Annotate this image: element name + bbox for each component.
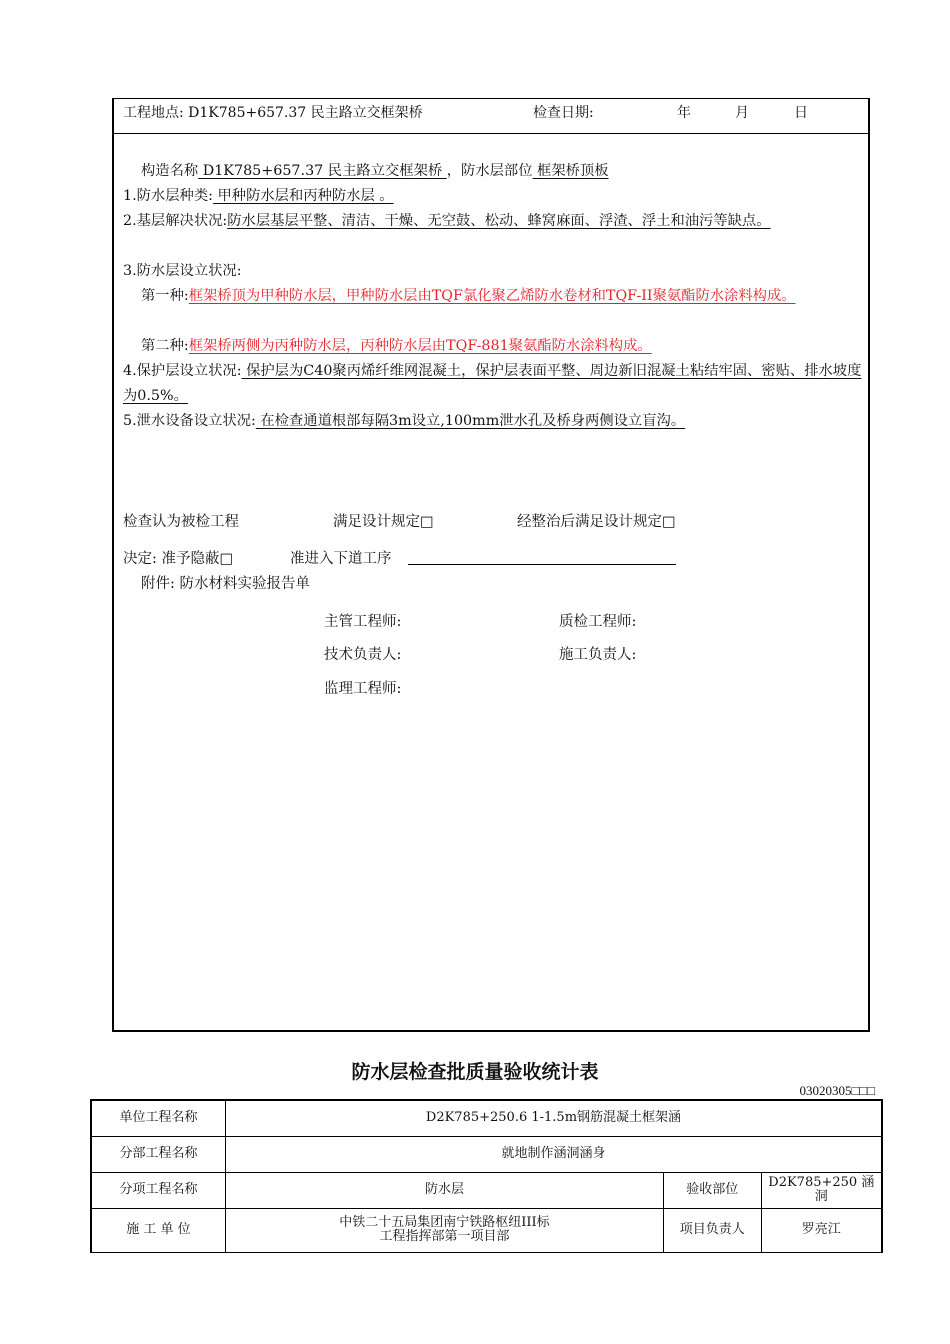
next-step-line[interactable] — [408, 564, 676, 565]
attachment: 附件: 防水材料实验报告单 — [141, 576, 310, 592]
check-option-after-fix[interactable]: 经整治后满足设计规定□ — [517, 514, 676, 530]
item2-value: 防水层基层平整、清洁、干燥、无空鼓、松动、蜂窝麻面、浮渣、浮土和油污等缺点。 — [227, 213, 771, 229]
row-value-construction-unit: 中铁二十五局集团南宁铁路枢纽III标工程指挥部第一项目部 — [225, 1208, 663, 1252]
second-kind-value: 框架桥两侧为丙种防水层，丙种防水层由TQF-881聚氨酯防水涂料构成。 — [188, 338, 652, 354]
item5-label: 5.泄水设备设立状况: — [123, 413, 256, 429]
row-label-subitem: 分项工程名称 — [91, 1172, 225, 1208]
form-code: 03020305□□□ — [799, 1083, 875, 1098]
item1-label: 1.防水层种类: — [123, 188, 213, 204]
first-kind-value: 框架桥顶为甲种防水层，甲种防水层由TQF氯化聚乙烯防水卷材和TQF-II聚氨酯防水涂料构成。 — [188, 288, 796, 304]
signature-construction-lead: 施工负责人: — [559, 647, 637, 663]
date-day: 日 — [794, 105, 808, 121]
first-kind — [123, 284, 865, 309]
form-header-row — [114, 99, 868, 134]
signature-supervisor: 监理工程师: — [324, 681, 402, 697]
item-3 — [123, 259, 865, 284]
date-year: 年 — [677, 105, 691, 121]
first-kind-label: 第一种: — [141, 288, 189, 304]
item-4 — [123, 359, 865, 408]
item2-label: 2.基层解决状况: — [123, 213, 228, 229]
item1-value: 甲种防水层和丙种防水层 。 — [212, 188, 394, 204]
table-row — [91, 1100, 882, 1136]
next-step-label: 准进入下道工序 — [290, 551, 392, 567]
row-label-unit-project: 单位工程名称 — [91, 1100, 225, 1136]
second-kind-label: 第二种: — [141, 338, 189, 354]
second-kind — [123, 334, 865, 359]
row-value-acceptance-part: D2K785+250 涵洞 — [761, 1172, 882, 1208]
table-row — [91, 1136, 882, 1172]
table-row — [91, 1208, 882, 1252]
structure-label: 构造名称 — [141, 163, 199, 179]
row-label-division: 分部工程名称 — [91, 1136, 225, 1172]
item5-value: 在检查通道根部每隔3m设立,100mm泄水孔及桥身两侧设立盲沟。 — [255, 413, 686, 429]
signature-chief-engineer: 主管工程师: — [324, 614, 402, 630]
structure-line — [123, 159, 865, 184]
decision-conceal[interactable]: 决定: 准予隐蔽□ — [123, 551, 234, 567]
row-label-construction-unit: 施 工 单 位 — [91, 1208, 225, 1252]
stats-table — [90, 1099, 883, 1253]
signature-tech-lead: 技术负责人: — [324, 647, 402, 663]
signature-quality-engineer: 质检工程师: — [559, 614, 637, 630]
table-row — [91, 1172, 882, 1208]
row-value-division: 就地制作涵洞涵身 — [225, 1136, 882, 1172]
check-label: 检查认为被检工程 — [123, 514, 239, 530]
inspection-form — [112, 98, 870, 1032]
date-month: 月 — [735, 105, 749, 121]
item-1 — [123, 184, 865, 209]
item4-value: 保护层为C40聚丙烯纤维网混凝土，保护层表面平整、周边新旧混凝土粘结牢固、密贴、排水坡度为0.5%。 — [123, 363, 862, 404]
check-option-meets[interactable]: 满足设计规定□ — [333, 514, 434, 530]
row-value-subitem: 防水层 — [225, 1172, 663, 1208]
item4-label: 4.保护层设立状况: — [123, 363, 242, 379]
item-5 — [123, 409, 865, 434]
row-label-acceptance-part: 验收部位 — [663, 1172, 761, 1208]
position-value: 框架桥顶板 — [532, 163, 609, 179]
project-location: 工程地点: D1K785+657.37 民主路立交框架桥 — [123, 105, 423, 121]
inspection-date-label: 检查日期: — [533, 105, 594, 121]
row-value-project-manager: 罗亮江 — [761, 1208, 882, 1252]
row-value-unit-project: D2K785+250.6 1-1.5m钢筋混凝土框架涵 — [225, 1100, 882, 1136]
item3-label: 3.防水层设立状况: — [123, 263, 242, 279]
item-2 — [123, 209, 865, 234]
stats-table-title: 防水层检查批质量验收统计表 — [351, 1061, 599, 1083]
row-label-project-manager: 项目负责人 — [663, 1208, 761, 1252]
structure-name: D1K785+657.37 民主路立交框架桥 — [198, 163, 447, 179]
position-label: ，防水层部位 — [446, 163, 533, 179]
